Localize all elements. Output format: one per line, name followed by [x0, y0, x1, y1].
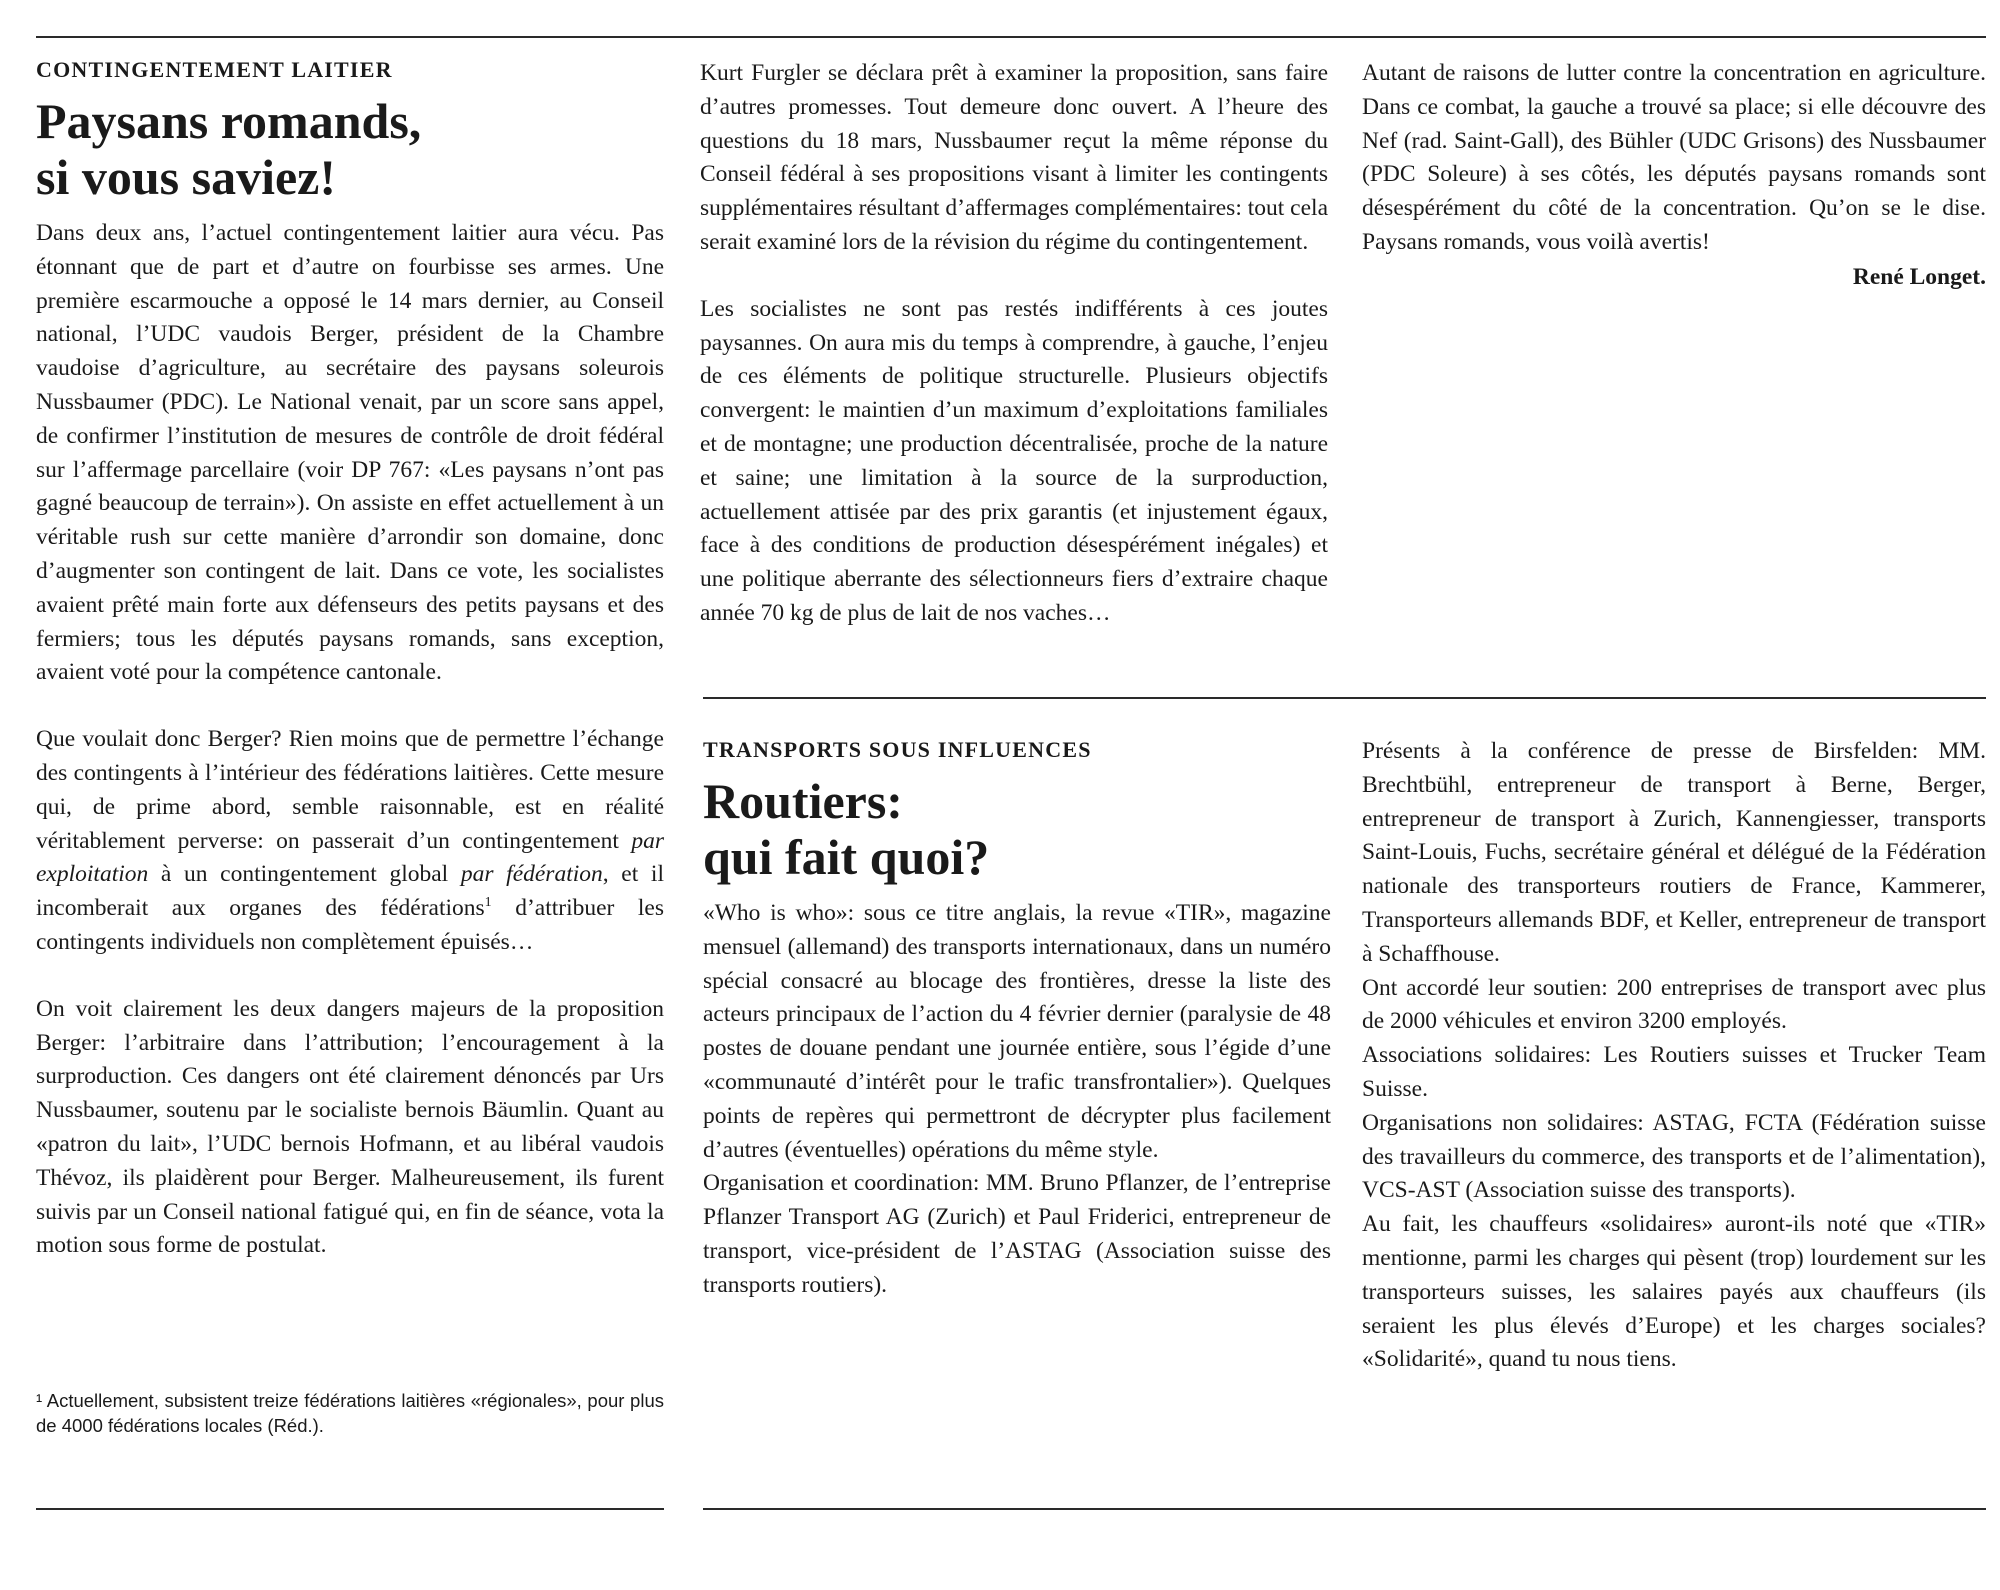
article2-paragraph-2: Organisation et coordination: MM. Bruno Pflanzer, de l’entreprise Pflanzer Transport AG (Zurich) et Paul Friderici, entrepreneur de transport, vice-président de l’ASTAG (Association suisse des transports routiers).	[703, 1170, 1331, 1298]
article1-paragraph-3: On voit clairement les deux dangers majeurs de la proposition Berger: l’arbitraire dans l’attribution; l’encouragement à la surproduction. Ces dangers ont été clairement dénoncés par Urs Nussbaumer, soutenu par le socialiste bernois Bäumlin. Quant au «patron du lait», l’UDC bernois Hofmann, et au libéral vaudois Thévoz, ils plaidèrent pour Berger. Malheureusement, ils furent suivis par un Conseil national fatigué qui, en fin de séance, vota la motion sous forme de postulat.	[36, 995, 664, 1259]
article1-paragraph-6: Autant de raisons de lutter contre la concentration en agriculture. Dans ce combat, la gauche a trouvé sa place; si elle découvre des Nef (rad. Saint-Gall), des Bühler (UDC Grisons) des Nussbaumer (PDC Soleure) à ses côtés, les députés paysans romands sont désespérément du côté de la concentration. Qu’on se le dise. Paysans romands, vous voilà avertis!	[1362, 60, 1986, 255]
footnote-marker: 1	[484, 895, 492, 911]
article2-headline-line-1: Routiers:	[703, 773, 903, 829]
mid-rule	[703, 697, 1986, 699]
emphasis-par-exploitation: par exploitation	[36, 827, 664, 888]
article1-column-2	[700, 57, 1328, 631]
article1-paragraph-2: Que voulait donc Berger? Rien moins que de permettre l’échange des contingents à l’intérieur des fédérations laitières. Cette mesure qui, de prime abord, semble raisonnable, est en réalité véritablement perverse: on passerait d’un contingentement par exploitation à un contingentement global par fédération, et il incomberait aux organes des fédérations$^1$ d’attribuer les contingents individuels non complètement épuisés…	[36, 726, 665, 955]
article2-kicker: TRANSPORTS SOUS INFLUENCES	[703, 737, 1092, 762]
article2-headline	[703, 773, 1331, 885]
article1-headline-line-2: si vous saviez!	[36, 149, 336, 205]
article1-column-3	[1362, 57, 1986, 291]
emphasis-par-federation: par fédération	[460, 861, 603, 888]
article1-paragraph-4: Kurt Furgler se déclara prêt à examiner la proposition, sans faire d’autres promesses. Tout demeure donc ouvert. A l’heure des questions du 18 mars, Nussbaumer reçut la même réponse du Conseil fédéral à ses propositions visant à limiter les contingents supplémentaires résultant d’affermages complémentaires: tout cela serait examiné lors de la révision du régime du contingentement.	[700, 60, 1328, 255]
article2-paragraph-5: Associations solidaires: Les Routiers suisses et Trucker Team Suisse.	[1362, 1042, 1986, 1102]
bottom-rule-left	[36, 1508, 664, 1510]
article1-paragraph-5: Les socialistes ne sont pas restés indifférents à ces joutes paysannes. On aura mis du temps à comprendre, à gauche, l’enjeu de ces éléments de politique structurelle. Plusieurs objectifs convergent: le maintien d’un maximum d’exploitations familiales et de montagne; une production décentralisée, proche de la nature et saine; une limitation à la source de la surproduction, actuellement attisée par des prix garantis (et injustement égaux, face à des conditions de production désespérément inégales) et une politique aberrante des sélectionneurs fiers d’extraire chaque année 70 kg de plus de lait de nos vaches…	[700, 295, 1328, 626]
article1-headline	[36, 93, 664, 205]
article2-paragraph-1: «Who is who»: sous ce titre anglais, la revue «TIR», magazine mensuel (allemand) des transports internationaux, dans un numéro spécial consacré au blocage des frontières, dresse la liste des acteurs principaux de l’action du 4 février dernier (paralysie de 48 postes de douane pendant une journée entière, sous l’égide d’une «communauté d’intérêt pour le trafic transfrontalier»). Quelques points de repères qui permettront de décrypter plus facilement d’autres (éventuelles) opérations du même style.	[703, 900, 1331, 1163]
article2-headline-line-2: qui fait quoi?	[703, 829, 990, 885]
top-rule	[36, 36, 1986, 38]
article2-paragraph-3: Présents à la conférence de presse de Birsfelden: MM. Brechtbühl, entrepreneur de transport à Berne, Berger, entrepreneur de transport à Zurich, Kannengiesser, transports Saint-Louis, Fuchs, secrétaire général et délégué de la Fédération nationale des transporteurs routiers de France, Kammerer, Transporteurs allemands BDF, et Keller, entrepreneur de transport à Schaffhouse.	[1362, 738, 1986, 967]
article2-column-1	[703, 737, 1331, 1303]
article1-kicker: CONTINGENTEMENT LAITIER	[36, 57, 393, 82]
article1-column-1	[36, 57, 664, 1263]
article1-footnote-block	[36, 1388, 664, 1438]
article1-signature: René Longet.	[1852, 263, 1986, 290]
article2-paragraph-4: Ont accordé leur soutien: 200 entreprises de transport avec plus de 2000 véhicules et environ 3200 employés.	[1362, 974, 1986, 1035]
bottom-rule-right	[703, 1508, 1986, 1510]
article1-paragraph-1: Dans deux ans, l’actuel contingentement laitier aura vécu. Pas étonnant que de part et d’autre on fourbisse ses armes. Une première escarmouche a opposé le 14 mars dernier, au Conseil national, l’UDC vaudois Berger, président de la Chambre vaudoise d’agriculture, au secrétaire des paysans soleurois Nussbaumer (PDC). Le National venait, par un score sans appel, de confirmer l’institution de mesures de contrôle de droit fédéral sur l’affermage parcellaire (voir DP 767: «Les paysans n’ont pas gagné beaucoup de terrain»). On assiste en effet actuellement à un véritable rush sur cette manière d’arrondir son domaine, donc d’augmenter son contingent de lait. Dans ce vote, les socialistes avaient prêté main forte aux défenseurs des petits paysans et des fermiers; tous les députés paysans romands, sans exception, avaient voté pour la compétence cantonale.	[36, 220, 664, 686]
article1-footnote: ¹ Actuellement, subsistent treize fédérations laitières «régionales», pour plus de 4000 fédérations locales (Réd.).	[36, 1390, 664, 1436]
article2-paragraph-6: Organisations non solidaires: ASTAG, FCTA (Fédération suisse des travailleurs du commerce, des transports et de l’alimentation), VCS-AST (Association suisse des transports).	[1362, 1109, 1986, 1204]
article2-column-2	[1362, 735, 1986, 1377]
article1-headline-line-1: Paysans romands,	[36, 93, 422, 149]
article2-paragraph-7: Au fait, les chauffeurs «solidaires» auront-ils noté que «TIR» mentionne, parmi les charges qui pèsent (trop) lourdement sur les transporteurs suisses, les salaires payés aux chauffeurs (ils seraient les plus élevés d’Europe) et les charges sociales? «Solidarité», quand tu nous tiens.	[1362, 1211, 1986, 1373]
